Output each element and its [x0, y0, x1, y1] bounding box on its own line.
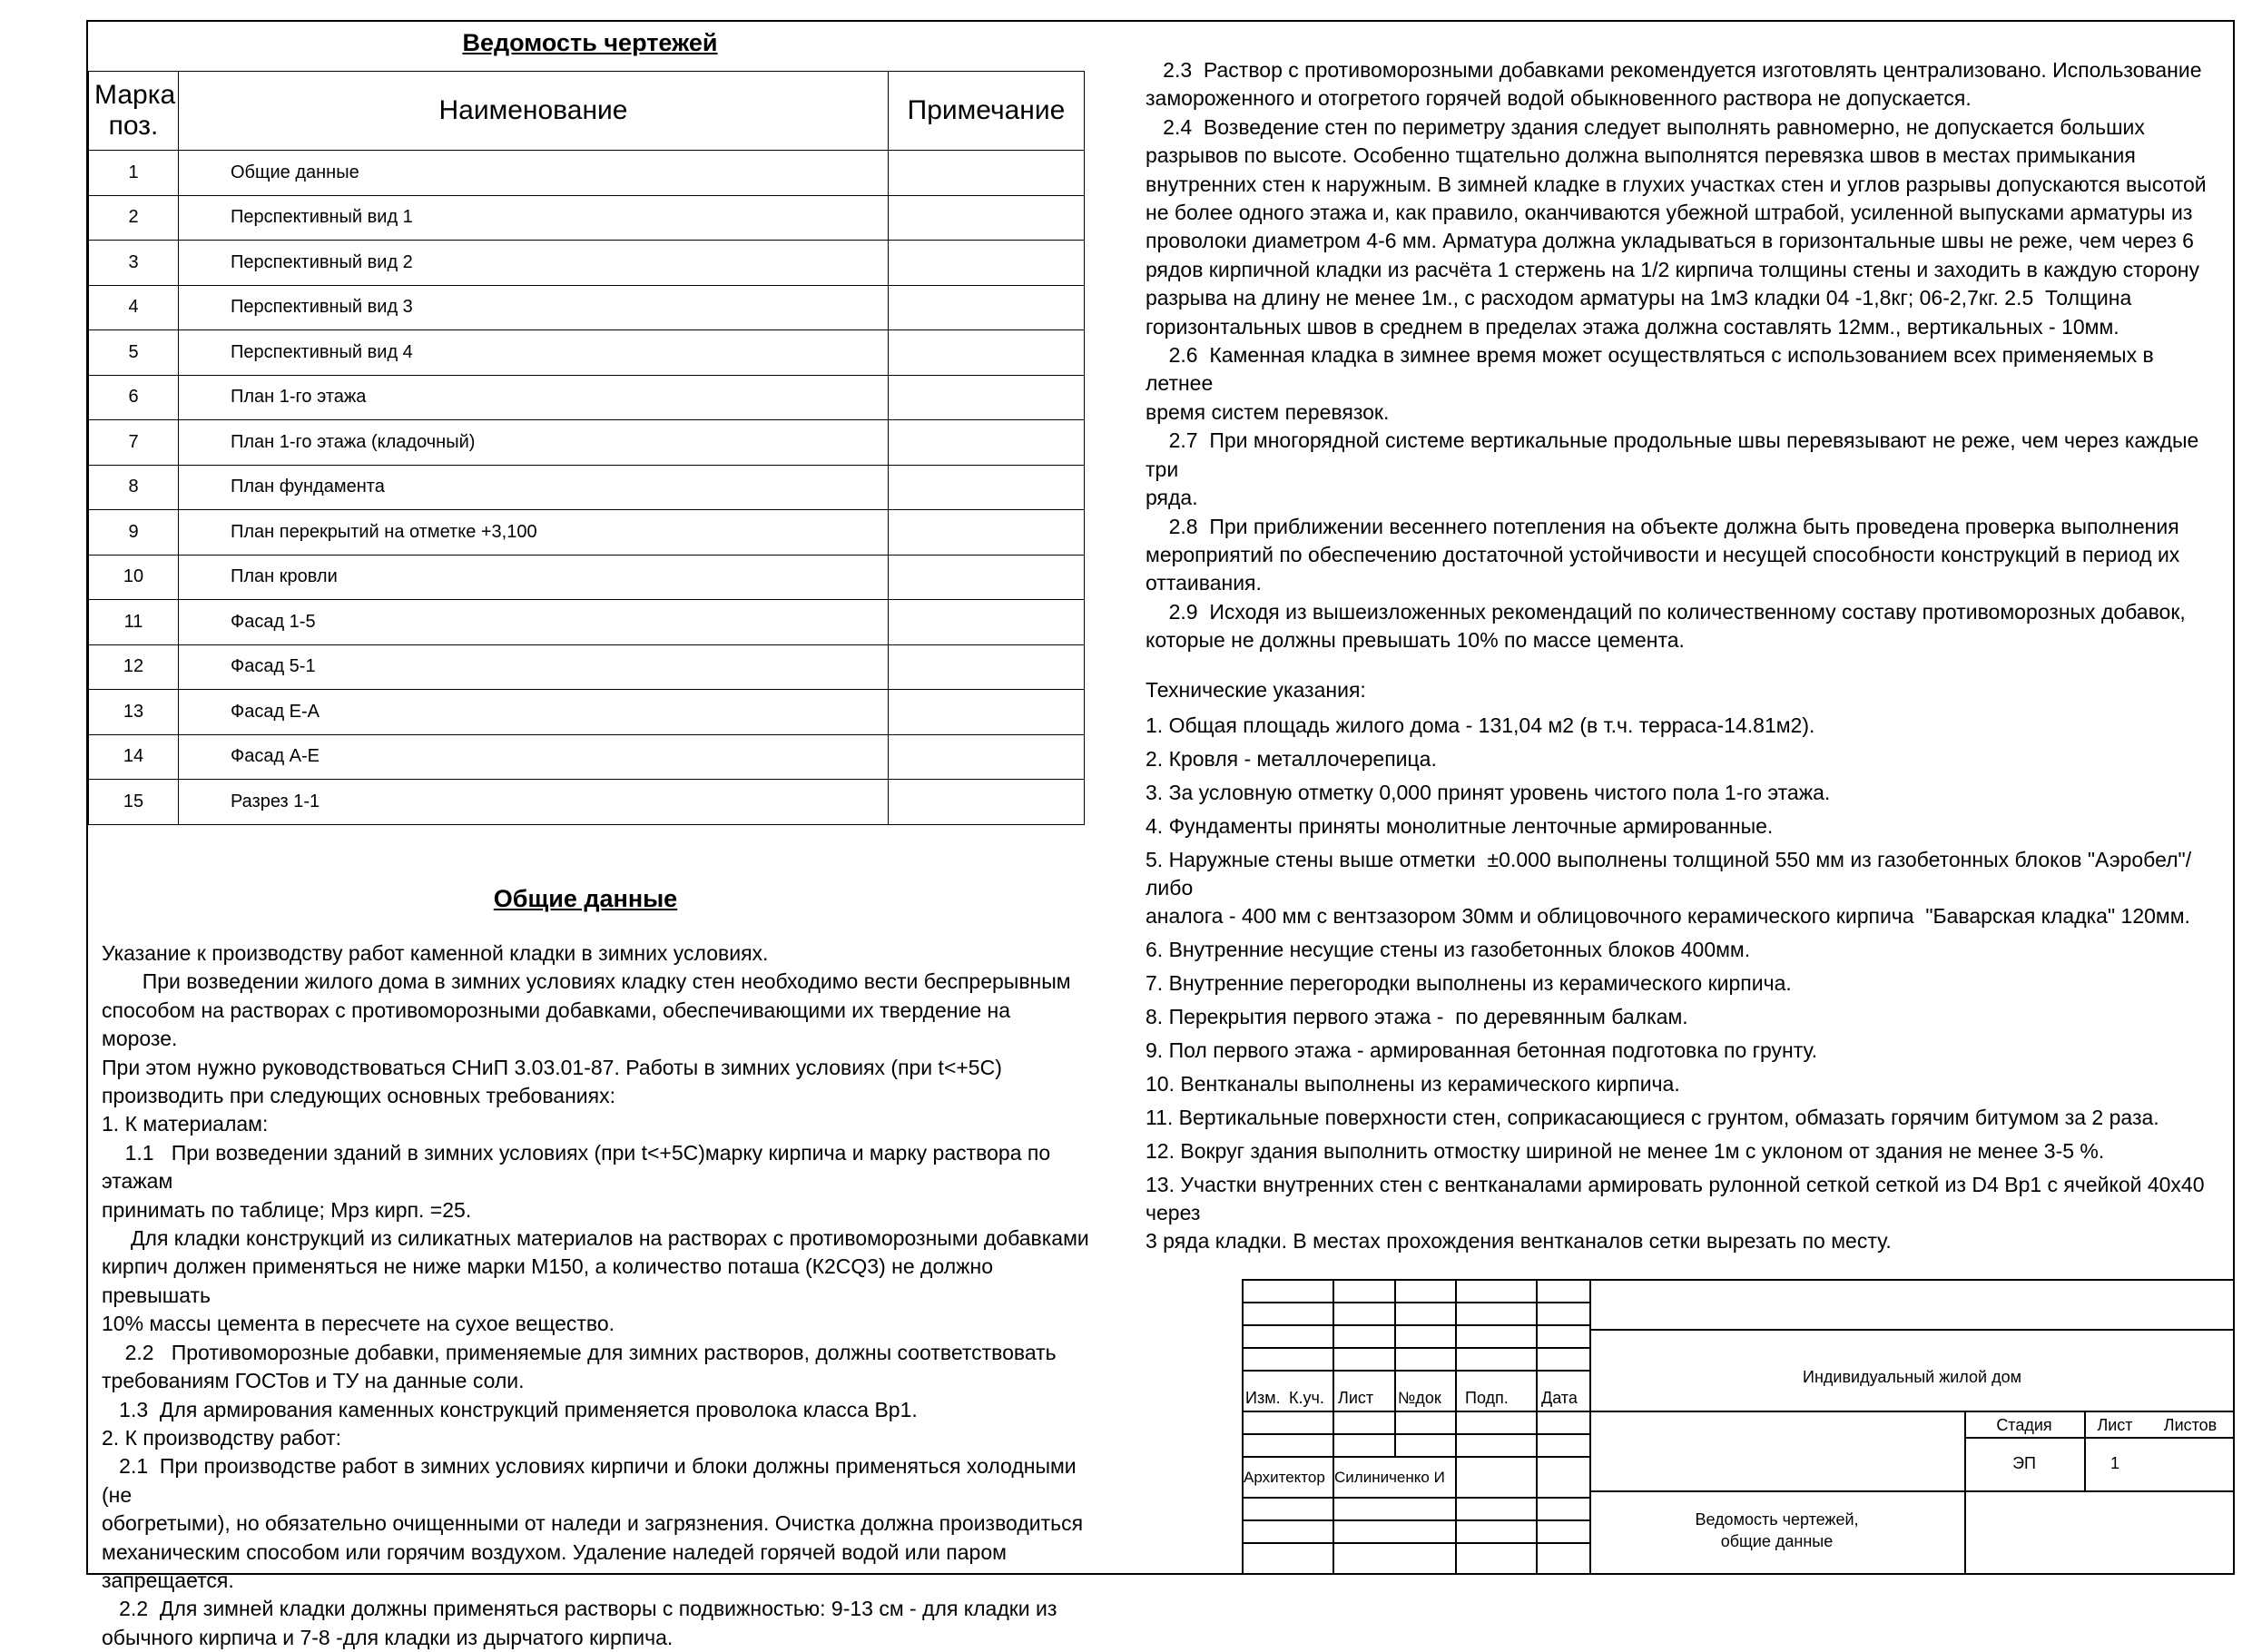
row-note — [889, 330, 1085, 376]
technical-item: 5. Наружные стены выше отметки ±0.000 выполнены толщиной 550 мм из газобетонных блоков "Аэробел"/ либо — [1146, 848, 2198, 900]
text-line: внутренних стен к наружным. В зимней кладке в глухих участках стен и углов разрывы допускаются высотой — [1146, 172, 2207, 196]
row-name: Перспективный вид 4 — [179, 330, 889, 376]
row-note — [889, 465, 1085, 510]
tb-sheet-title-2: общие данные — [1720, 1532, 1834, 1550]
header-mark: Марка поз. — [89, 72, 179, 151]
tb-sheet-title-1: Ведомость чертежей, — [1695, 1510, 1859, 1529]
row-note — [889, 375, 1085, 420]
text-line: 2.4 Возведение стен по периметру здания следует выполнять равномерно, не допускается больших — [1146, 114, 2145, 139]
row-mark: 3 — [89, 241, 179, 286]
text-line: 2. К производству работ: — [102, 1425, 342, 1450]
technical-item: 7. Внутренние перегородки выполнены из керамического кирпича. — [1146, 971, 1792, 995]
row-note — [889, 195, 1085, 241]
row-name: План фундамента — [179, 465, 889, 510]
text-line: кирпич должен применяться не ниже марки М150, а количество поташа (К2СQ3) не должно превышать — [102, 1254, 999, 1307]
table-row — [89, 285, 1085, 330]
text-line: 2.2 Противоморозные добавки, применяемые для зимних растворов, должны соответствовать — [102, 1340, 1057, 1364]
table-row — [89, 375, 1085, 420]
header-note: Примечание — [889, 72, 1085, 151]
text-line: производить при следующих основных требованиях: — [102, 1084, 615, 1108]
text-line: замороженного и отогретого горячей водой обыкновенного раствора не допускается. — [1146, 86, 1972, 111]
text-line: 10% массы цемента в пересчете на сухое вещество. — [102, 1312, 615, 1336]
table-row — [89, 330, 1085, 376]
row-mark: 8 — [89, 465, 179, 510]
text-line: 1.1 При возведении зданий в зимних условиях (при t<+5C)марку кирпича и марку раствора по этажам — [102, 1140, 1057, 1194]
drawings-header-row — [89, 72, 1085, 151]
table-row — [89, 734, 1085, 780]
text-line: 1.3 Для армирования каменных конструкций применяется проволока класса Вр1. — [102, 1397, 918, 1421]
tb-stage: ЭП — [2012, 1454, 2036, 1472]
table-row — [89, 465, 1085, 510]
row-mark: 10 — [89, 555, 179, 600]
technical-list — [1146, 712, 2226, 1255]
table-row — [89, 241, 1085, 286]
drawings-title: Ведомость чертежей — [462, 29, 718, 56]
row-mark: 11 — [89, 600, 179, 645]
text-line: рядов кирпичной кладки из расчёта 1 стержень на 1/2 кирпича толщины стены и заходить в каждую сторону — [1146, 257, 2199, 281]
row-mark: 1 — [89, 151, 179, 196]
technical-item: 3 ряда кладки. В местах прохождения вентканалов сетки вырезать по месту. — [1146, 1229, 1892, 1253]
tb-stage-label: Стадия — [1996, 1416, 2052, 1434]
table-row — [89, 510, 1085, 556]
text-line: 2.8 При приближении весеннего потепления на объекте должна быть проведена проверка выполнения — [1146, 514, 2179, 538]
table-row — [89, 690, 1085, 735]
row-mark: 14 — [89, 734, 179, 780]
technical-block — [1146, 676, 2226, 1255]
technical-item: 10. Вентканалы выполнены из керамического кирпича. — [1146, 1072, 1680, 1096]
text-line: оттаивания. — [1146, 571, 1262, 595]
technical-item: 12. Вокруг здания выполнить отмостку шириной не менее 1м с уклоном от здания не менее 3-5 %. — [1146, 1139, 2105, 1163]
text-line: обычного кирпича и 7-8 -для кладки из дырчатого кирпича. — [102, 1625, 674, 1649]
row-name: Общие данные — [179, 151, 889, 196]
text-line: которые не должны превышать 10% по массе цемента. — [1146, 628, 1685, 653]
technical-item: 6. Внутренние несущие стены из газобетонных блоков 400мм. — [1146, 938, 1751, 961]
row-note — [889, 241, 1085, 286]
text-line: 2.9 Исходя из вышеизложенных рекомендаций по количественному составу противоморозных добавок, — [1146, 599, 2186, 624]
tb-ndok: №док — [1398, 1389, 1441, 1407]
text-line: запрещается. — [102, 1568, 234, 1592]
row-name: Фасад Е-А — [179, 690, 889, 735]
tb-sheets-label: Листов — [2163, 1416, 2218, 1434]
technical-item: 3. За условную отметку 0,000 принят уровень чистого пола 1-го этажа. — [1146, 781, 1831, 804]
header-name: Наименование — [179, 72, 889, 151]
row-note — [889, 734, 1085, 780]
row-mark: 4 — [89, 285, 179, 330]
technical-title: Технические указания: — [1146, 678, 1366, 702]
technical-item: 8. Перекрытия первого этажа - по деревянным балкам. — [1146, 1005, 1688, 1028]
row-name: План кровли — [179, 555, 889, 600]
table-row — [89, 600, 1085, 645]
row-mark: 5 — [89, 330, 179, 376]
tb-list: Лист — [1338, 1389, 1374, 1407]
tb-izm: Изм. — [1245, 1389, 1281, 1407]
row-note — [889, 420, 1085, 466]
text-line: способом на растворах с противоморозными добавками, обеспечивающими их твердение на морозе. — [102, 998, 1017, 1051]
table-row — [89, 195, 1085, 241]
text-line: принимать по таблице; Мрз кирп. =25. — [102, 1197, 472, 1222]
technical-item: 9. Пол первого этажа - армированная бетонная подготовка по грунту. — [1146, 1038, 1818, 1062]
row-name: Разрез 1-1 — [179, 780, 889, 825]
row-name: План 1-го этажа (кладочный) — [179, 420, 889, 466]
technical-item: 2. Кровля - металлочерепица. — [1146, 747, 1437, 771]
title-block — [1242, 1279, 2235, 1575]
text-line: 2.1 При производстве работ в зимних условиях кирпичи и блоки должны применяться холодными (не — [102, 1454, 1083, 1507]
row-name: План 1-го этажа — [179, 375, 889, 420]
text-line: разрывов по высоте. Особенно тщательно должна выполнятся перевязка швов в местах примыкания — [1146, 143, 2136, 168]
row-name: Фасад 1-5 — [179, 600, 889, 645]
row-mark: 6 — [89, 375, 179, 420]
row-note — [889, 510, 1085, 556]
tb-project: Индивидуальный жилой дом — [1803, 1368, 2021, 1386]
row-name: План перекрытий на отметке +3,100 — [179, 510, 889, 556]
text-line: требованиям ГОСТов и ТУ на данные соли. — [102, 1369, 525, 1393]
technical-item: 4. Фундаменты приняты монолитные ленточные армированные. — [1146, 814, 1774, 838]
row-name: Фасад А-Е — [179, 734, 889, 780]
table-row — [89, 780, 1085, 825]
text-line: проволоки диаметром 4-6 мм. Арматура должна укладываться в горизонтальные швы не реже, чем через 6 — [1146, 229, 2194, 253]
text-line: механическим способом или горячим воздухом. Удаление наледей горячей водой или паром — [102, 1539, 1007, 1564]
text-line: не более одного этажа и, как правило, оканчиваются убежной штрабой, усиленной выпусками арматуры из — [1146, 201, 2193, 225]
text-line: Для кладки конструкций из силикатных материалов на растворах с противоморозными добавками — [102, 1226, 1089, 1251]
tb-data: Дата — [1541, 1389, 1578, 1407]
row-name: Перспективный вид 2 — [179, 241, 889, 286]
row-mark: 2 — [89, 195, 179, 241]
text-line: ряда. — [1146, 486, 1198, 510]
general-text — [102, 939, 1091, 1652]
row-name: Перспективный вид 1 — [179, 195, 889, 241]
drawings-table — [88, 71, 1085, 825]
technical-item: аналога - 400 мм с вентзазором 30мм и облицовочного керамического кирпича "Баварская кладка" 120мм. — [1146, 904, 2190, 928]
text-line: При возведении жилого дома в зимних условиях кладку стен необходимо вести беспрерывным — [102, 969, 1071, 994]
row-note — [889, 644, 1085, 690]
row-mark: 9 — [89, 510, 179, 556]
row-mark: 7 — [89, 420, 179, 466]
text-line: 2.2 Для зимней кладки должны применяться растворы с подвижностью: 9-13 см - для кладки из — [102, 1597, 1057, 1621]
technical-item: 11. Вертикальные поверхности стен, соприкасающиеся с грунтом, обмазать горячим битумом за 2 раза. — [1146, 1106, 2159, 1129]
row-name: Перспективный вид 3 — [179, 285, 889, 330]
row-mark: 13 — [89, 690, 179, 735]
text-line: 2.3 Раствор с противоморозными добавками рекомендуется изготовлять централизовано. Использование — [1146, 58, 2202, 82]
general-title: Общие данные — [493, 885, 678, 912]
row-mark: 15 — [89, 780, 179, 825]
text-line: 2.7 При многорядной системе вертикальные продольные швы перевязывают не реже, чем через каждые три — [1146, 428, 2205, 481]
table-row — [89, 644, 1085, 690]
tb-sheet: 1 — [2109, 1454, 2119, 1472]
row-name: Фасад 5-1 — [179, 644, 889, 690]
row-note — [889, 600, 1085, 645]
tb-podp: Подп. — [1465, 1389, 1509, 1407]
table-row — [89, 555, 1085, 600]
table-row — [89, 151, 1085, 196]
technical-item: 1. Общая площадь жилого дома - 131,04 м2 (в т.ч. терраса-14.81м2). — [1146, 713, 1815, 737]
text-line: 2.6 Каменная кладка в зимнее время может осуществляться с использованием всех применяемых в летнее — [1146, 343, 2160, 396]
technical-item: 13. Участки внутренних стен с вентканалами армировать рулонной сеткой сеткой из D4 Вр1 с ячейкой 40х40 через — [1146, 1173, 2210, 1224]
text-line: При этом нужно руководствоваться СНиП 3.03.01-87. Работы в зимних условиях (при t<+5C) — [102, 1055, 1002, 1079]
text-line: горизонтальных швов в среднем в пределах этажа должна составлять 12мм., вертикальных - 10мм. — [1146, 314, 2119, 339]
text-line: разрыва на длину не менее 1м., с расходом арматуры на 1мЗ кладки 04 -1,8кг; 06-2,7кг. 2.5 Толщина — [1146, 286, 2132, 310]
text-line: мероприятий по обеспечению достаточной устойчивости и несущей способности конструкций в период их — [1146, 542, 2180, 566]
text-line: Указание к производству работ каменной кладки в зимних условиях. — [102, 941, 769, 965]
row-note — [889, 690, 1085, 735]
row-note — [889, 151, 1085, 196]
tb-role: Архитектор — [1244, 1469, 1325, 1486]
tb-person: Силиниченко И — [1334, 1469, 1445, 1486]
tb-kuch: К.уч. — [1289, 1389, 1324, 1407]
continuation-text — [1146, 56, 2226, 655]
tb-sheet-label: Лист — [2097, 1416, 2133, 1434]
row-note — [889, 555, 1085, 600]
text-line: 1. К материалам: — [102, 1112, 269, 1136]
row-note — [889, 780, 1085, 825]
text-line: время систем перевязок. — [1146, 399, 1390, 424]
row-mark: 12 — [89, 644, 179, 690]
text-line: обогретыми), но обязательно очищенными от наледи и загрязнения. Очистка должна производиться — [102, 1511, 1084, 1536]
row-note — [889, 285, 1085, 330]
table-row — [89, 420, 1085, 466]
